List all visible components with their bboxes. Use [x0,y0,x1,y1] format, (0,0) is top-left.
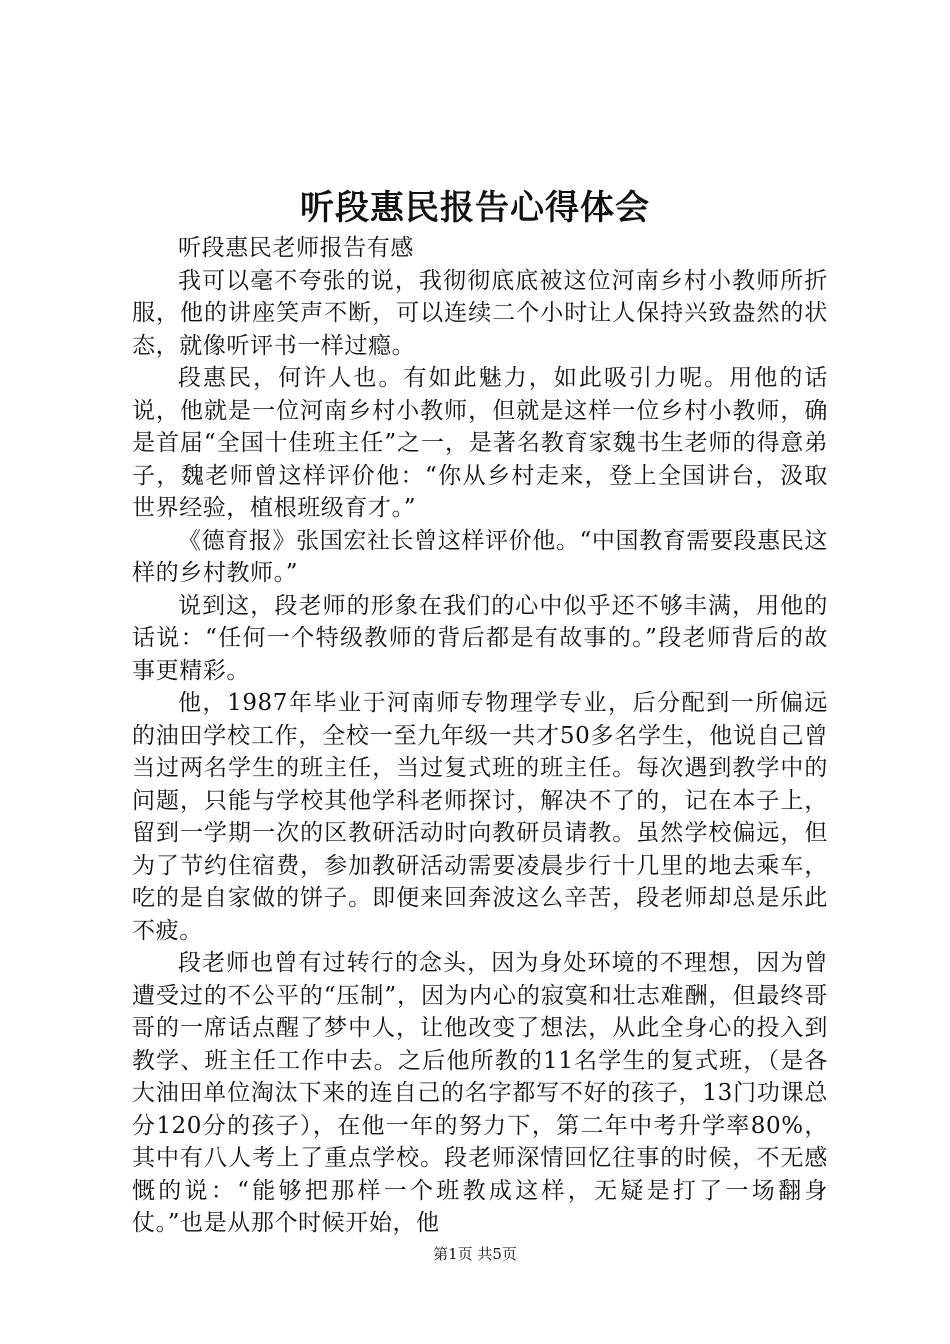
document-subtitle: 听段惠民老师报告有感 [178,235,414,261]
page-footer: 第1页 共5页 [433,1245,517,1263]
document-title: 听段惠民报告心得体会 [300,188,650,228]
paragraph-4: 说到这，段老师的形象在我们的心中似乎还不够丰满，用他的话说：“任何一个特级教师的背后都是有故事的。”段老师背后的故事更精彩。 [132,592,828,684]
paragraph-6: 段老师也曾有过转行的念头，因为身处环境的不理想，因为曾遭受过的不公平的“压制”，因为内心的寂寞和壮志难酬，但最终哥哥的一席话点醒了梦中人，让他改变了想法，从此全身心的投入到教学、班主任工作中去。之后他所教的11名学生的复式班，（是各大油田单位淘汰下来的连自己的名字都写不好的孩子，13门功课总分120分的孩子），在他一年的努力下，第二年中考升学率80%，其中有八人考上了重点学校。段老师深情回忆往事的时候，不无感慨的说：“能够把那样一个班教成这样，无疑是打了一场翻身仗。”也是从那个时候开始，他 [132,950,828,1236]
document-body [132,232,828,1240]
paragraph-5: 他，1987年毕业于河南师专物理学专业，后分配到一所偏远的油田学校工作，全校一至九年级一共才50多名学生，他说自己曾当过两名学生的班主任，当过复式班的班主任。每次遇到教学中的问题，只能与学校其他学科老师探讨，解决不了的，记在本子上，留到一学期一次的区教研活动时向教研员请教。虽然学校偏远，但为了节约住宿费，参加教研活动需要凌晨步行十几里的地去乘车，吃的是自家做的饼子。即便来回奔波这么辛苦，段老师却总是乐此不疲。 [132,690,828,944]
paragraph-2: 段惠民，何许人也。有如此魅力，如此吸引力呢。用他的话说，他就是一位河南乡村小教师，但就是这样一位乡村小教师，确是首届“全国十佳班主任”之一，是著名教育家魏书生老师的得意弟子，魏老师曾这样评价他：“你从乡村走来，登上全国讲台，汲取世界经验，植根班级育才。” [132,365,828,521]
paragraph-1: 我可以毫不夸张的说，我彻彻底底被这位河南乡村小教师所折服，他的讲座笑声不断，可以连续二个小时让人保持兴致盎然的状态，就像听评书一样过瘾。 [132,267,828,359]
paragraph-3: 《德育报》张国宏社长曾这样评价他。“中国教育需要段惠民这样的乡村教师。” [132,527,828,586]
